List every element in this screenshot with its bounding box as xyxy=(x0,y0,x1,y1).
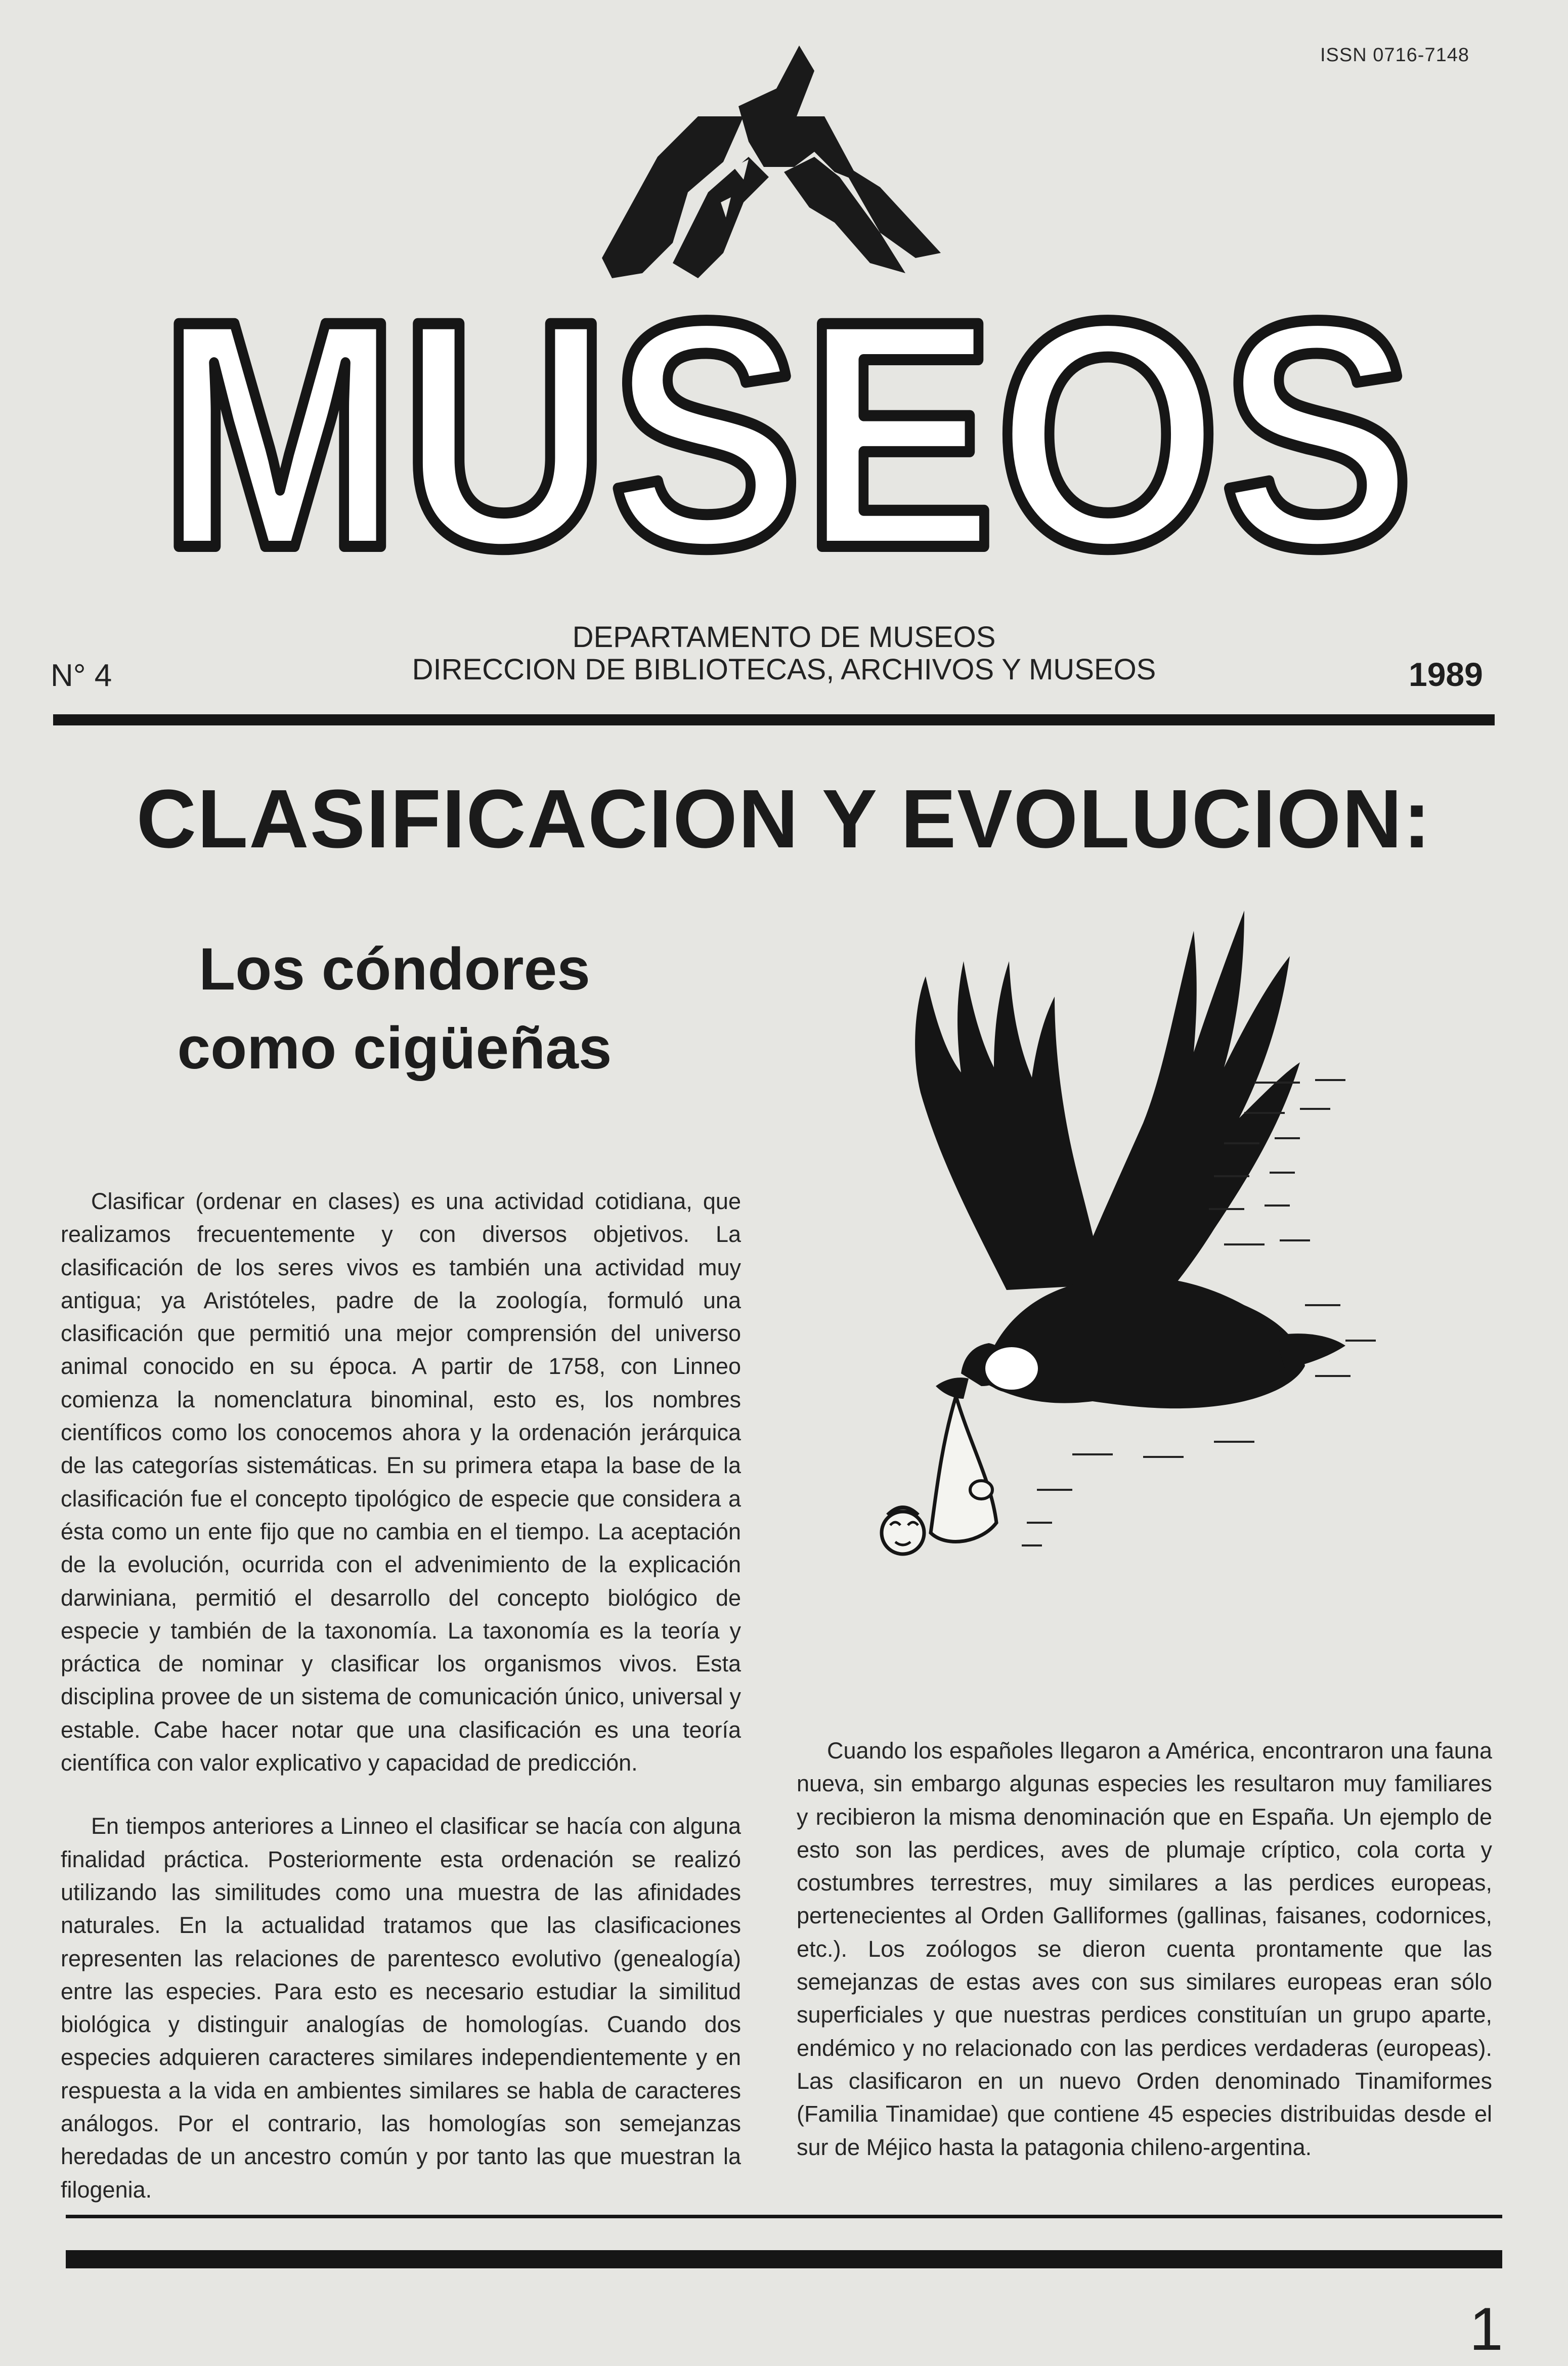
left-column xyxy=(61,1185,741,2206)
right-column xyxy=(797,1734,1492,2164)
subtitle-line-2: como cigüeñas xyxy=(177,1015,612,1082)
department-line-1: DEPARTAMENTO DE MUSEOS xyxy=(572,621,996,654)
paragraph-1: Clasificar (ordenar en clases) es una actividad cotidiana, que realizamos frecuentemente y con diversos objetivos. La clasificación de los seres vivos es también una actividad muy antigua; ya Aristóteles, padre de la zoología, formuló una clasificación que permitió una mejor comprensión del universo animal conocido en su época. A partir de 1758, con Linneo comienza la nomenclatura binominal, esto es, los nombres científicos como los conocemos ahora y la ordenación jerárquica de las categorías sistemáticas. En su primera etapa la base de la clasificación fue el concepto tipológico de especie que considera a ésta como un ente fijo que no cambia en el tiempo. La aceptación de la evolución, ocurrida con el advenimiento de la explicación darwiniana, permitió el desarrollo del concepto biológico de especie y también de la taxonomía. La taxonomía es la teoría y práctica de nominar y clasificar los organismos vivos. Esta disciplina provee de un sistema de comunicación único, universal y estable. Cabe hacer notar que una clasificación es una teoría científica con valor explicativo y capacidad de predicción. xyxy=(61,1188,741,1776)
issn-number: ISSN 0716-7148 xyxy=(1320,45,1469,66)
header-divider xyxy=(53,714,1495,725)
article-title: CLASIFICACION Y EVOLUCION: xyxy=(136,772,1432,865)
subtitle-line-1: Los cóndores xyxy=(199,936,590,1003)
masthead-title xyxy=(149,298,1424,572)
bird-silhouettes-logo-icon xyxy=(597,40,946,283)
footer-divider-thick xyxy=(66,2250,1502,2268)
department-heading xyxy=(0,621,1568,686)
department-line-2: DIRECCION DE BIBLIOTECAS, ARCHIVOS Y MUSEOS xyxy=(412,653,1156,686)
condor-carrying-baby-illustration xyxy=(860,900,1442,1664)
article-subtitle xyxy=(81,930,708,1088)
issue-number: N° 4 xyxy=(51,658,112,693)
paragraph-3: Cuando los españoles llegaron a América, encontraron una fauna nueva, sin embargo algunas especies les resultaron muy familiares y recibieron la misma denominación que en España. Un ejemplo de esto son las perdices, aves de plumaje críptico, cola corta y costumbres terrestres, muy similares a las perdices europeas, pertenecientes al Orden Galliformes (gallinas, faisanes, codornices, etc.). Los zoólogos se dieron cuenta prontamente que las semejanzas de estas aves con sus similares europeas eran sólo superficiales y que nuestras perdices constituían un grupo aparte, endémico y no relacionado con las perdices verdaderas (europeas). Las clasificaron en un nuevo Orden denominado Tinamiformes (Familia Tinamidae) que contiene 45 especies distribuidas desde el sur de Méjico hasta la patagonia chileno-argentina. xyxy=(797,1738,1492,2160)
issue-year: 1989 xyxy=(1409,656,1483,693)
paragraph-2: En tiempos anteriores a Linneo el clasificar se hacía con alguna finalidad práctica. Posteriormente esta ordenación se realizó utilizando las similitudes como una muestra de las afinidades naturales. En la actualidad tratamos que las clasificaciones representen las relaciones de parentesco evolutivo (genealogía) entre las especies. Para esto es necesario estudiar la similitud biológica y distinguir analogías de homologías. Cuando dos especies adquieren caracteres similares independientemente y en respuesta a la vida en ambientes similares se habla de caracteres análogos. Por el contrario, las homologías son semejanzas heredadas de un ancestro común y por tanto las que muestran la filogenia. xyxy=(61,1813,741,2203)
page-number: 1 xyxy=(1469,2295,1503,2363)
masthead-text: MUSEOS xyxy=(159,298,1414,572)
footer-divider-thin xyxy=(66,2215,1502,2218)
